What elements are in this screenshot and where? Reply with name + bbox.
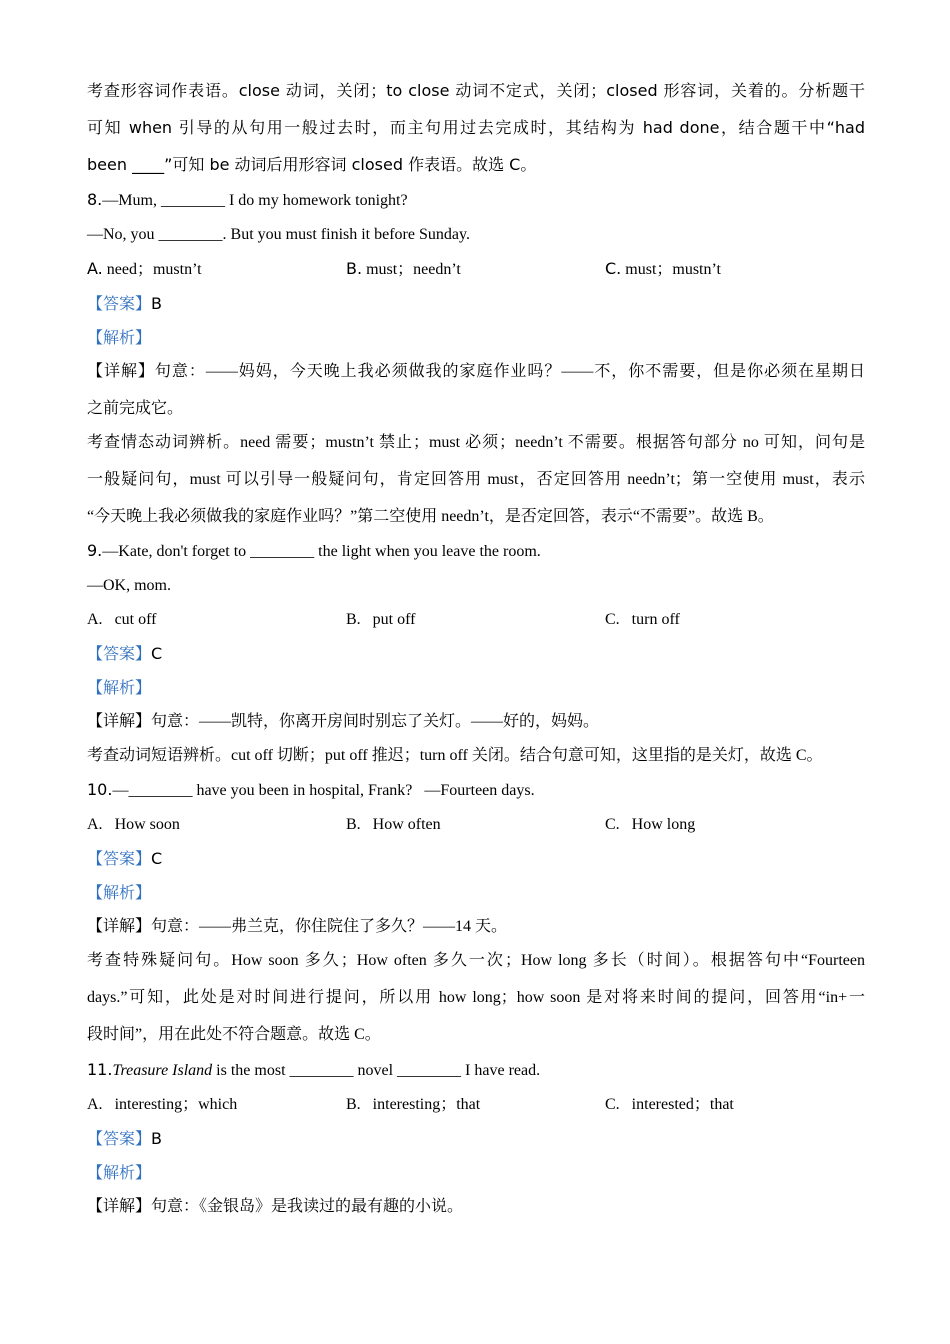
analysis-tag: 【解析】 bbox=[87, 885, 152, 902]
analysis-tag: 【解析】 bbox=[87, 330, 152, 347]
detail-line: 一般疑问句，must 可以引导一般疑问句，肯定回答用 must，否定回答用 needn’t；第一空使用 must，表示 bbox=[87, 471, 865, 488]
answer-tag: 【答案】 bbox=[87, 296, 152, 313]
question-8 bbox=[87, 189, 865, 211]
option-c: C. interested；that bbox=[605, 1096, 734, 1113]
question-stem: —Kate, don't forget to ________ the light when you leave the room. bbox=[102, 543, 541, 560]
book-title: Treasure Island bbox=[112, 1062, 213, 1079]
option-a: A. interesting；which bbox=[87, 1096, 238, 1113]
question-reply: —OK, mom. bbox=[87, 577, 171, 594]
question-11 bbox=[87, 1059, 865, 1081]
detail-line: 考查特殊疑问句。How soon 多久；How often 多久一次；How long 多长（时间）。根据答句中“Fourteen bbox=[87, 952, 865, 969]
detail-line: 之前完成它。 bbox=[87, 400, 184, 417]
option-c: C. must；mustn’t bbox=[605, 259, 721, 278]
detail-line: “今天晚上我必须做我的家庭作业吗？”第二空使用 needn’t，是否定回答，表示“不需要”。故选 B。 bbox=[87, 508, 774, 525]
question-number: 8. bbox=[87, 190, 103, 209]
option-c: C. turn off bbox=[605, 611, 680, 628]
answer-value: B bbox=[151, 294, 162, 313]
detail-line: 考查动词短语辨析。cut off 切断；put off 推迟；turn off 关闭。结合句意可知，这里指的是关灯，故选 C。 bbox=[87, 747, 823, 764]
analysis-tag: 【解析】 bbox=[87, 680, 152, 697]
detail-line: days.”可知，此处是对时间进行提问，所以用 how long；how soon 是对将来时间的提问，回答用“in+一 bbox=[87, 989, 865, 1006]
answer-line bbox=[87, 643, 865, 665]
option-a: A. need；mustn’t bbox=[87, 259, 202, 278]
question-number: 10. bbox=[87, 780, 113, 799]
option-b: B. put off bbox=[346, 611, 416, 628]
answer-tag: 【答案】 bbox=[87, 1131, 152, 1148]
question-9 bbox=[87, 540, 865, 562]
answer-tag: 【答案】 bbox=[87, 646, 152, 663]
question-reply: —No, you ________. But you must finish it before Sunday. bbox=[87, 226, 470, 243]
question-stem: —________ have you been in hospital, Frank? —Fourteen days. bbox=[112, 782, 535, 799]
paragraph-line: 可知 when 引导的从句用一般过去时，而主句用过去完成时，其结构为 had done，结合题干中“had bbox=[87, 118, 865, 137]
answer-line bbox=[87, 293, 865, 315]
answer-value: C bbox=[151, 644, 163, 663]
answer-tag: 【答案】 bbox=[87, 851, 152, 868]
answer-value: C bbox=[151, 849, 163, 868]
detail-line: 考查情态动词辨析。need 需要；mustn’t 禁止；must 必须；needn’t 不需要。根据答句部分 no 可知，问句是 bbox=[87, 434, 865, 451]
question-stem: —Mum, ________ I do my homework tonight? bbox=[102, 192, 408, 209]
detail-tag: 【详解】 bbox=[87, 1198, 152, 1215]
question-number: 9. bbox=[87, 541, 103, 560]
detail-line: 【详解】句意：——妈妈，今天晚上我必须做我的家庭作业吗？——不，你不需要，但是你必须在星期日 bbox=[87, 363, 865, 380]
answer-value: B bbox=[151, 1129, 162, 1148]
detail-line: 【详解】句意：——凯特，你离开房间时别忘了关灯。——好的，妈妈。 bbox=[87, 713, 600, 730]
question-stem: is the most ________ novel ________ I have read. bbox=[212, 1062, 541, 1079]
detail-tag: 【详解】 bbox=[87, 918, 152, 935]
detail-line: 【详解】句意：——弗兰克，你住院住了多久？——14 天。 bbox=[87, 918, 508, 935]
option-a: A. How soon bbox=[87, 816, 180, 833]
paragraph-line: been ____”可知 be 动词后用形容词 closed 作表语。故选 C。 bbox=[87, 155, 537, 174]
option-b: B. How often bbox=[346, 816, 441, 833]
option-c: C. How long bbox=[605, 816, 696, 833]
answer-line bbox=[87, 848, 865, 870]
detail-line: 段时间”，用在此处不符合题意。故选 C。 bbox=[87, 1026, 381, 1043]
option-b: B. must；needn’t bbox=[346, 259, 461, 278]
question-10 bbox=[87, 779, 865, 801]
detail-tag: 【详解】 bbox=[87, 713, 152, 730]
analysis-tag: 【解析】 bbox=[87, 1165, 152, 1182]
paragraph-line: 考查形容词作表语。close 动词，关闭；to close 动词不定式，关闭；closed 形容词，关着的。分析题干 bbox=[87, 81, 865, 100]
detail-tag: 【详解】 bbox=[87, 363, 155, 380]
question-number: 11. bbox=[87, 1060, 113, 1079]
detail-line: 【详解】句意：《金银岛》是我读过的最有趣的小说。 bbox=[87, 1198, 464, 1215]
answer-line bbox=[87, 1128, 865, 1150]
option-a: A. cut off bbox=[87, 611, 157, 628]
option-b: B. interesting；that bbox=[346, 1096, 481, 1113]
